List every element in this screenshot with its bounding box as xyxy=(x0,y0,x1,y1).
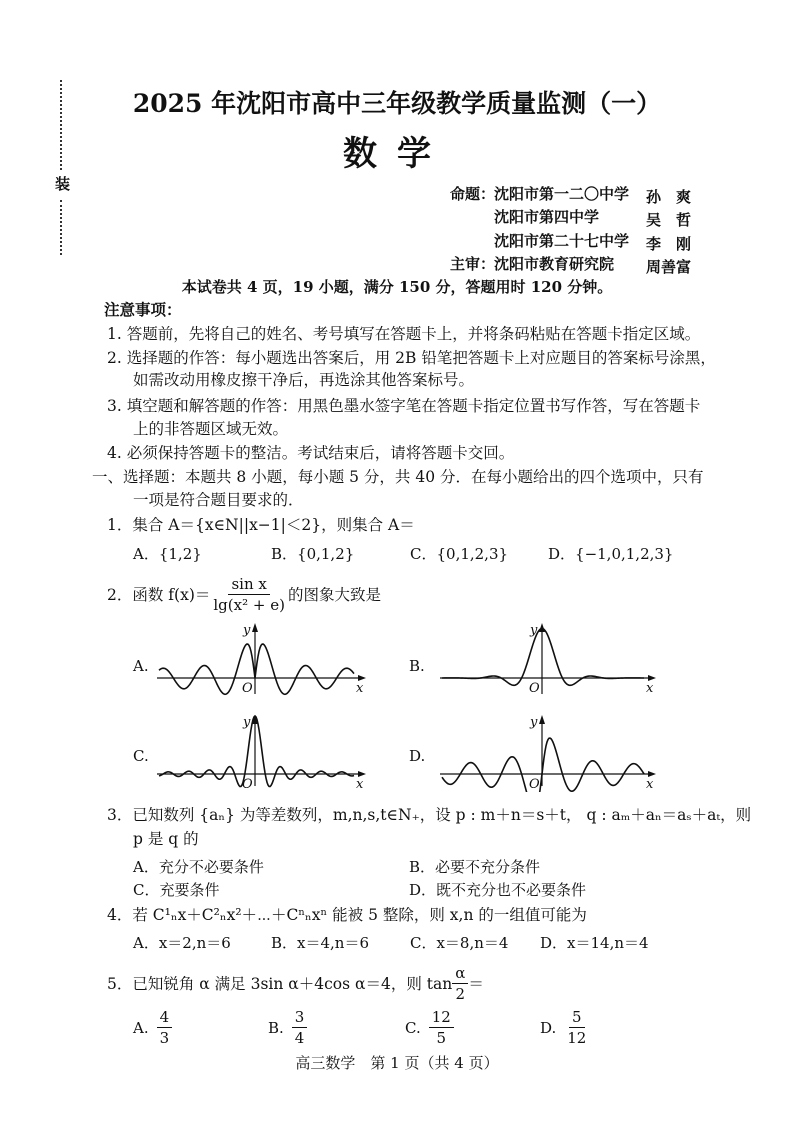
notice-item-2: 2. 选择题的作答：每小题选出答案后，用 2B 铅笔把答题卡上对应题目的答案标号涂黑， xyxy=(107,349,716,367)
question-4-option-b: B．x＝4,n＝6 xyxy=(271,934,369,952)
question-2-option-b-label: B. xyxy=(409,657,425,675)
question-5-option-d-fraction xyxy=(564,1007,589,1048)
y-axis-label: y xyxy=(530,623,538,638)
credit-org-4: 沈阳市教育研究院 xyxy=(494,255,615,273)
subject-title: 数学 xyxy=(343,134,451,174)
question-2-numerator: sin x xyxy=(228,574,269,595)
question-4-stem: 4．若 C¹ₙx＋C²ₙx²＋⋯＋Cⁿₙxⁿ 能被 5 整除，则 x,n 的一组值可能为 xyxy=(107,906,587,924)
exam-intro: 本试卷共 4 页，19 小题，满分 150 分，答题用时 120 分钟。 xyxy=(181,278,613,296)
page-footer: 高三数学 第 1 页（共 4 页） xyxy=(295,1054,499,1072)
question-5-option-b-fraction xyxy=(292,1007,308,1048)
x-axis-label: x xyxy=(646,777,654,792)
exam-title: 2025 年沈阳市高中三年级教学质量监测（一） xyxy=(132,89,662,118)
question-5-half-num: α xyxy=(452,963,468,984)
origin-label: O xyxy=(242,777,253,792)
y-axis-label: y xyxy=(530,715,538,730)
question-4-option-d: D．x＝14,n＝4 xyxy=(540,934,649,952)
credit-name-3: 李 刚 xyxy=(646,235,692,253)
question-4-option-c: C．x＝8,n＝4 xyxy=(410,934,509,952)
question-1-stem: 1．集合 A＝{x∈N||x−1|＜2}，则集合 A＝ xyxy=(107,516,415,534)
question-3-option-a: A．充分不必要条件 xyxy=(133,858,264,876)
notice-heading: 注意事项： xyxy=(104,300,182,319)
question-1-option-c: C．{0,1,2,3} xyxy=(410,545,509,563)
question-2-suffix: 的图象大致是 xyxy=(287,585,381,604)
credit-name-4: 周善富 xyxy=(646,258,692,276)
origin-label: O xyxy=(529,681,540,696)
question-5-option-d-label: D. xyxy=(540,1018,557,1037)
x-axis-label: x xyxy=(356,777,364,792)
question-5-option-c-label: C. xyxy=(405,1018,421,1037)
y-axis-arrow xyxy=(539,715,545,724)
credit-org-3: 沈阳市第二十七中学 xyxy=(494,232,630,250)
y-axis-label: y xyxy=(243,623,251,638)
notice-item-3-cont: 上的非答题区域无效。 xyxy=(133,420,289,438)
function-curve xyxy=(159,644,354,694)
x-axis-label: x xyxy=(356,681,364,696)
question-2-option-a-label: A. xyxy=(133,657,149,675)
question-5-option-b xyxy=(268,1007,307,1048)
question-1-option-a: A．{1,2} xyxy=(133,545,202,563)
notice-item-3: 3. 填空题和解答题的作答：用黑色墨水签字笔在答题卡指定位置书写作答，写在答题卡 xyxy=(107,397,701,415)
function-curve xyxy=(442,738,644,792)
notice-item-2-cont: 如需改动用橡皮擦干净后，再选涂其他答案标号。 xyxy=(133,371,475,389)
question-5-half-den: 2 xyxy=(455,985,466,1003)
credit-role-4: 主审： xyxy=(450,255,496,273)
notice-item-1: 1. 答题前，先将自己的姓名、考号填写在答题卡上，并将条码粘贴在答题卡指定区域。 xyxy=(107,325,701,343)
section-heading-line2: 一项是符合题目要求的． xyxy=(133,491,304,509)
y-axis-arrow xyxy=(539,623,545,632)
y-axis-arrow xyxy=(252,623,258,632)
question-5-option-a-label: A. xyxy=(133,1018,149,1037)
question-2-option-c-label: C. xyxy=(133,747,149,765)
question-2-option-d-label: D. xyxy=(409,747,426,765)
binding-dotted-line-bottom xyxy=(60,200,62,255)
question-5-option-b-den: 4 xyxy=(294,1029,305,1047)
question-2-stem xyxy=(107,574,381,615)
question-3-option-d: D．既不充分也不必要条件 xyxy=(409,881,587,899)
question-5-option-a-fraction xyxy=(157,1007,173,1048)
question-5-stem xyxy=(107,963,484,1004)
question-1-option-d: D．{−1,0,1,2,3} xyxy=(548,545,674,563)
y-axis-label: y xyxy=(243,715,251,730)
question-5-option-a-den: 3 xyxy=(159,1029,170,1047)
function-curve xyxy=(442,629,644,686)
question-5-option-a xyxy=(133,1007,172,1048)
question-2-graph-c xyxy=(155,712,370,792)
question-5-option-c-den: 5 xyxy=(436,1029,447,1047)
credit-name-2: 吴 哲 xyxy=(646,211,692,229)
question-5-option-d-num: 5 xyxy=(569,1007,585,1028)
notice-item-4: 4. 必须保持答题卡的整洁。考试结束后，请将答题卡交回。 xyxy=(107,444,515,462)
question-2-prefix: 2．函数 f(x)＝ xyxy=(107,585,211,604)
credit-name-1: 孙 爽 xyxy=(646,188,692,206)
question-5-option-c-fraction xyxy=(429,1007,454,1048)
question-1-option-b: B．{0,1,2} xyxy=(271,545,355,563)
credit-org-2: 沈阳市第四中学 xyxy=(494,208,600,226)
question-5-option-c xyxy=(405,1007,454,1048)
question-4-option-a: A．x＝2,n＝6 xyxy=(133,934,231,952)
origin-label: O xyxy=(529,777,540,792)
question-3-stem-line1: 3．已知数列 {aₙ} 为等差数列，m,n,s,t∈N₊，设 p : m＋n＝s＋t， q : aₘ＋aₙ＝aₛ＋aₜ，则 xyxy=(107,806,752,824)
question-5-prefix: 5．已知锐角 α 满足 3sin α＋4cos α＝4，则 tan xyxy=(107,974,453,993)
question-3-stem-line2: p 是 q 的 xyxy=(133,830,199,848)
credit-org-1: 沈阳市第一二〇中学 xyxy=(494,185,630,203)
question-5-option-b-label: B. xyxy=(268,1018,284,1037)
question-5-option-b-num: 3 xyxy=(292,1007,308,1028)
question-5-option-d xyxy=(540,1007,589,1048)
question-5-option-c-num: 12 xyxy=(429,1007,454,1028)
question-2-denominator: lg(x² + e) xyxy=(213,596,285,614)
origin-label: O xyxy=(242,681,253,696)
question-2-graph-b xyxy=(438,620,660,700)
question-2-graph-d xyxy=(438,712,660,792)
question-5-suffix: ＝ xyxy=(468,974,484,993)
question-2-fraction xyxy=(210,574,288,615)
question-3-option-c: C．充要条件 xyxy=(133,881,220,899)
section-heading-line1: 一、选择题：本题共 8 小题，每小题 5 分，共 40 分．在每小题给出的四个选项中，只有 xyxy=(92,468,704,486)
x-axis-label: x xyxy=(646,681,654,696)
credit-role-1: 命题： xyxy=(450,185,496,203)
question-3-option-b: B．必要不充分条件 xyxy=(409,858,541,876)
question-2-graph-a xyxy=(155,620,370,700)
question-5-half-angle xyxy=(452,963,468,1004)
function-curve xyxy=(159,716,354,787)
question-5-option-a-num: 4 xyxy=(157,1007,173,1028)
question-5-option-d-den: 12 xyxy=(567,1029,587,1047)
binding-mark: 装 xyxy=(53,176,71,191)
